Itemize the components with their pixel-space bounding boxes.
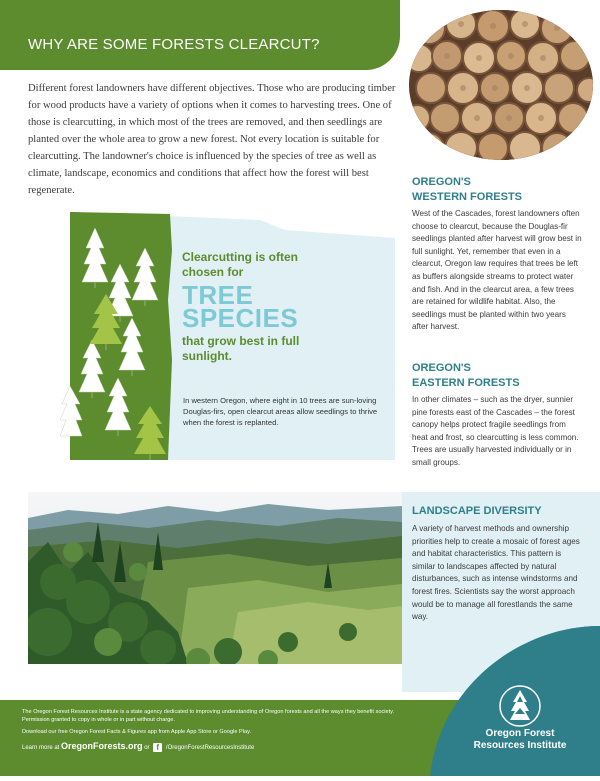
- western-body: West of the Cascades, forest landowners often choose to clearcut, because the Douglas-fir seedlings planted after harvest will grow best in full sunlight. Yet, remember that even in a clearcut, Oregon law requires that trees be left as buffers alongside streams to protect water and fish. And in the clearcut area, a few trees are retained for wildlife habitat. Also, the seedlings must be planted within two years after harvest.: [412, 209, 582, 332]
- or-text: or: [144, 745, 150, 751]
- diversity-body: A variety of harvest methods and ownership priorities help to create a mosaic of forest ages and habitat characteristics. This pattern is similar to landscapes affected by natural disturbances, such as intense windstorms and forest fires. Scientists say the worst approach would be to manage all forestlands the same way.: [412, 524, 580, 622]
- learn-more-prefix: Learn more at: [22, 745, 60, 751]
- eastern-heading-line1: OREGON'S: [412, 362, 471, 374]
- footer-download-note: Download our free Oregon Forest Facts & Figures app from Apple App Store or Google Play.: [22, 729, 252, 735]
- western-forests-section: [412, 175, 582, 334]
- callout-big-tree: TREE: [182, 280, 254, 310]
- ofri-logo-icon: [498, 684, 542, 728]
- footer-learn-more: [22, 741, 254, 753]
- org-name: [450, 728, 590, 752]
- eastern-body: In other climates – such as the dryer, sunnier pine forests east of the Cascades – the forest canopy helps protect fragile seedlings from heat and frost, so clearcutting is less common. Trees are usually harvested individually or in small groups.: [412, 395, 579, 467]
- callout-big-species: SPECIES: [182, 303, 299, 333]
- title-band: [0, 0, 400, 70]
- page-title: WHY ARE SOME FORESTS CLEARCUT?: [28, 36, 320, 53]
- eastern-forests-section: [412, 361, 582, 470]
- callout-outro: that grow best in full sunlight.: [182, 334, 300, 363]
- log-pile-illustration: [409, 10, 593, 160]
- western-heading-line1: OREGON'S: [412, 176, 471, 188]
- tree-species-callout: [182, 250, 307, 364]
- western-heading-line2: WESTERN FORESTS: [412, 191, 523, 203]
- diversity-heading: LANDSCAPE DIVERSITY: [412, 505, 542, 517]
- callout-intro: Clearcutting is often chosen for: [182, 250, 299, 279]
- org-name-line2: Resources Institute: [473, 740, 567, 751]
- callout-note: In western Oregon, where eight in 10 trees are sun-loving Douglas-firs, open clearcut areas allow seedlings to thrive when the forest is replanted.: [183, 396, 378, 427]
- eastern-heading-line2: EASTERN FORESTS: [412, 377, 520, 389]
- website-link[interactable]: OregonForests.org: [61, 741, 143, 751]
- forest-landscape-illustration: [28, 492, 402, 664]
- footer-about: The Oregon Forest Resources Institute is a state agency dedicated to improving understanding of Oregon forests and all the ways they benefit society. Permission granted to copy in whole or in part without charge.: [22, 709, 395, 723]
- forest-landscape-photo: [28, 492, 402, 664]
- facebook-link[interactable]: /OregonForestResourcesInstitute: [165, 745, 255, 751]
- org-name-line1: Oregon Forest: [485, 728, 555, 739]
- intro-paragraph: Different forest landowners have different objectives. Those who are producing timber for wood products have a variety of options when it comes to harvesting trees. One of those is clearcutting, in which most of the trees are removed, and then seedlings are planted over the whole area to grow a new forest. Not every location is suitable for clearcutting. The landowner's choice is influenced by the species of tree as well as climate, landscape, economics and conditions that affect how the forest will best regenerate.: [28, 83, 396, 196]
- landscape-diversity-section: [412, 504, 582, 624]
- facebook-icon[interactable]: f: [153, 743, 162, 752]
- log-pile-photo: [409, 10, 593, 160]
